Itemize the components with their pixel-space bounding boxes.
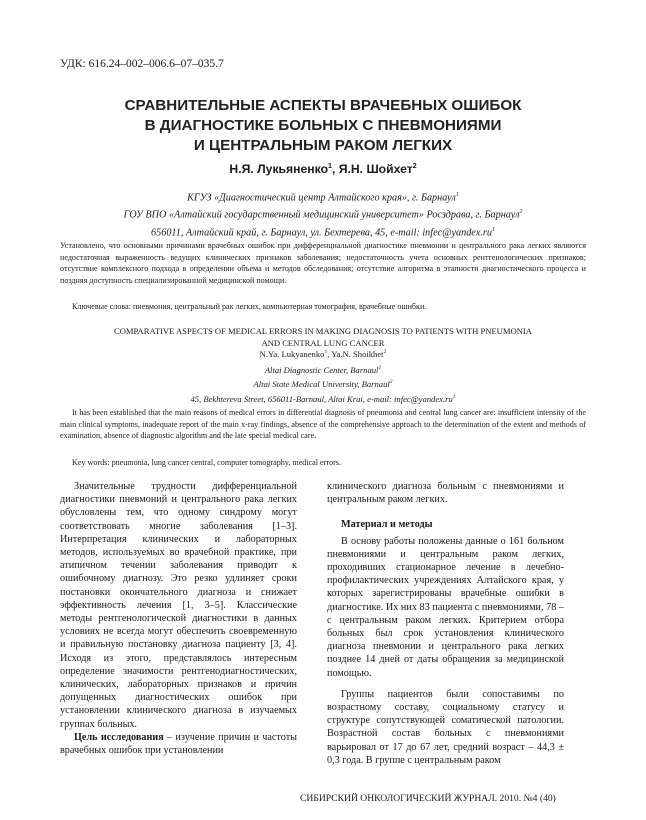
body-paragraph-intro: Значительные трудности дифференциальной диагностики пневмоний и центрального рака легких обусловлены тем, что одному синдрому могут соответствовать многие заболевания [1–3]. Интерпретация клинических и лабораторных методов, используемых во врачебной практике, при атипичном течении заболевания приводит к ошибочному диагнозу. Это резко удлиняет сроки постановки окончательного диагноза и снижает эффективность лечения [1, 3–5]. Классические методы рентгенологической диагностики в данных условиях не всегда могут обеспечить своевременную и правильную постановку диагноза пациенту [3, 4]. Исходя из этого, представлялось интересным определение значимости рентгенодиагностических, клинических, лабораторных признаков и причин допущенных диагностических ошибок при установлении клинического диагноза в изучаемых группах больных. <box>60 481 297 730</box>
title-line-3: И ЦЕНТРАЛЬНЫМ РАКОМ ЛЕГКИХ <box>193 137 453 154</box>
affiliation-3: 656011, Алтайский край, г. Барнаул, ул. Бехтерева, 45, e-mail: infec@yandex.ru <box>151 227 492 239</box>
journal-footer: СИБИРСКИЙ ОНКОЛОГИЧЕСКИЙ ЖУРНАЛ. 2010. №4 (40) <box>300 793 556 804</box>
english-title <box>40 326 606 350</box>
english-authors <box>40 349 606 359</box>
english-title-line-1: COMPARATIVE ASPECTS OF MEDICAL ERRORS IN MAKING DIAGNOSIS TO PATIENTS WITH PNEUMONIA <box>113 326 533 336</box>
english-affiliations <box>40 362 606 405</box>
keywords-ru: Ключевые слова: пневмония, центральный рак легких, компьютерная томография, врачебные ошибки. <box>72 302 427 311</box>
udk-code: УДК: 616.24–002–006.6–07–035.7 <box>60 58 224 70</box>
author-1-sup: 1 <box>328 162 332 170</box>
body-paragraph-aim-cont: клинического диагноза больным с пневмониями и центральным раком легких. <box>327 481 564 506</box>
body-paragraph-methods: В основу работы положены данные о 161 больном пневмониями и центральным раком легких, проходивших стационарное лечение в лечебно-профилактических учреждениях Алтайского края, у которых зарегистрированы врачебные ошибки в диагностике. Их них 83 пациента с пневмониями, 78 – с центральным раком легких. Критерием отбора больных был срок установления клинического диагноза пневмонии и центрального рака легких позднее 14 дней от даты обращения за медицинской помощью. <box>327 535 564 679</box>
english-affiliation-2: Altai State Medical University, Barnaul <box>253 379 390 390</box>
title-line-1: СРАВНИТЕЛЬНЫЕ АСПЕКТЫ ВРАЧЕБНЫХ ОШИБОК <box>124 97 522 114</box>
methods-heading: Материал и методы <box>341 519 433 531</box>
body-paragraph-groups: Группы пациентов были сопоставимы по возрастному составу, социальному статусу и структуре сопутствующей соматической патологии. Возрастной состав больных с пневмониями варьировал от 17 до 67 лет, средний возраст – 44,3 ± 0,3 года. В группе с центральным раком <box>327 688 564 766</box>
affiliations <box>40 188 606 240</box>
english-author-sep: , <box>327 349 332 359</box>
author-2: Я.Н. Шойхет <box>338 162 413 176</box>
abstract-en-text: It has been established that the main reasons of medical errors in differential diagnosis of pneumonia and central lung cancer are: insufficient intensity of the main clinical symptoms, inadequate report of the main x-ray findings, absence of the comprehensive approach to the determination of the extent and methods of examination, absence of diagnostic algorithm and the late special medical care. <box>60 408 586 441</box>
author-2-sup: 2 <box>412 162 417 170</box>
english-author-1: N.Ya. Lukyanenko <box>259 349 325 359</box>
english-author-1-sup: 1 <box>324 349 328 356</box>
body-column-left <box>60 480 297 757</box>
abstract-en <box>60 407 586 442</box>
english-title-line-2: AND CENTRAL LUNG CANCER <box>261 337 385 348</box>
aim-label: Цель исследования <box>74 731 164 743</box>
affiliation-2: ГОУ ВПО «Алтайский государственный медицинский университет» Росздрава, г. Барнаул <box>123 209 520 221</box>
author-sep: , <box>331 162 339 176</box>
english-affiliation-3-sup: 1 <box>452 393 456 400</box>
body-paragraph-aim <box>60 731 297 757</box>
affiliation-1: КГУЗ «Диагностический центр Алтайского края», г. Барнаул <box>187 192 456 204</box>
affiliation-3-sup: 1 <box>491 226 495 233</box>
english-author-2-sup: 2 <box>383 349 387 356</box>
abstract-ru: Установлено, что основными причинами врачебных ошибок при дифференциальной диагностике пневмонии и центрального рака легких являются недостаточная выраженность ведущих клинических признаков заболевания; недостаточность учета основных рентгенологических признаков; отсутствие комплексного подхода в определении объема и методов обследования; отсутствие алгоритма в этапности диагностического процесса и поздняя доступность специализированной медицинской помощи. <box>60 241 586 286</box>
body-column-right <box>327 480 564 767</box>
affiliation-2-sup: 2 <box>519 209 523 216</box>
english-affiliation-2-sup: 2 <box>389 379 393 386</box>
authors <box>40 162 606 176</box>
title-line-2: В ДИАГНОСТИКЕ БОЛЬНЫХ С ПНЕВМОНИЯМИ <box>144 117 502 134</box>
author-1: Н.Я. Лукьяненко <box>229 162 329 176</box>
keywords-en: Key words: pneumonia, lung cancer central, computer tomography, medical errors. <box>72 458 341 467</box>
aim-text: – изучение причин и частоты врачебных ошибок при установлении <box>60 731 297 757</box>
english-affiliation-1: Altai Diagnostic Center, Barnaul <box>264 364 379 375</box>
english-affiliation-3: 45, Bekhtereva Street, 656011-Barnaul, Altai Krai, e-mail: infec@yandex.ru <box>190 393 453 404</box>
article-title <box>40 96 606 156</box>
english-affiliation-1-sup: 1 <box>378 365 382 371</box>
affiliation-1-sup: 1 <box>455 192 459 198</box>
english-author-2: Ya.N. Shoikhet <box>331 349 384 359</box>
